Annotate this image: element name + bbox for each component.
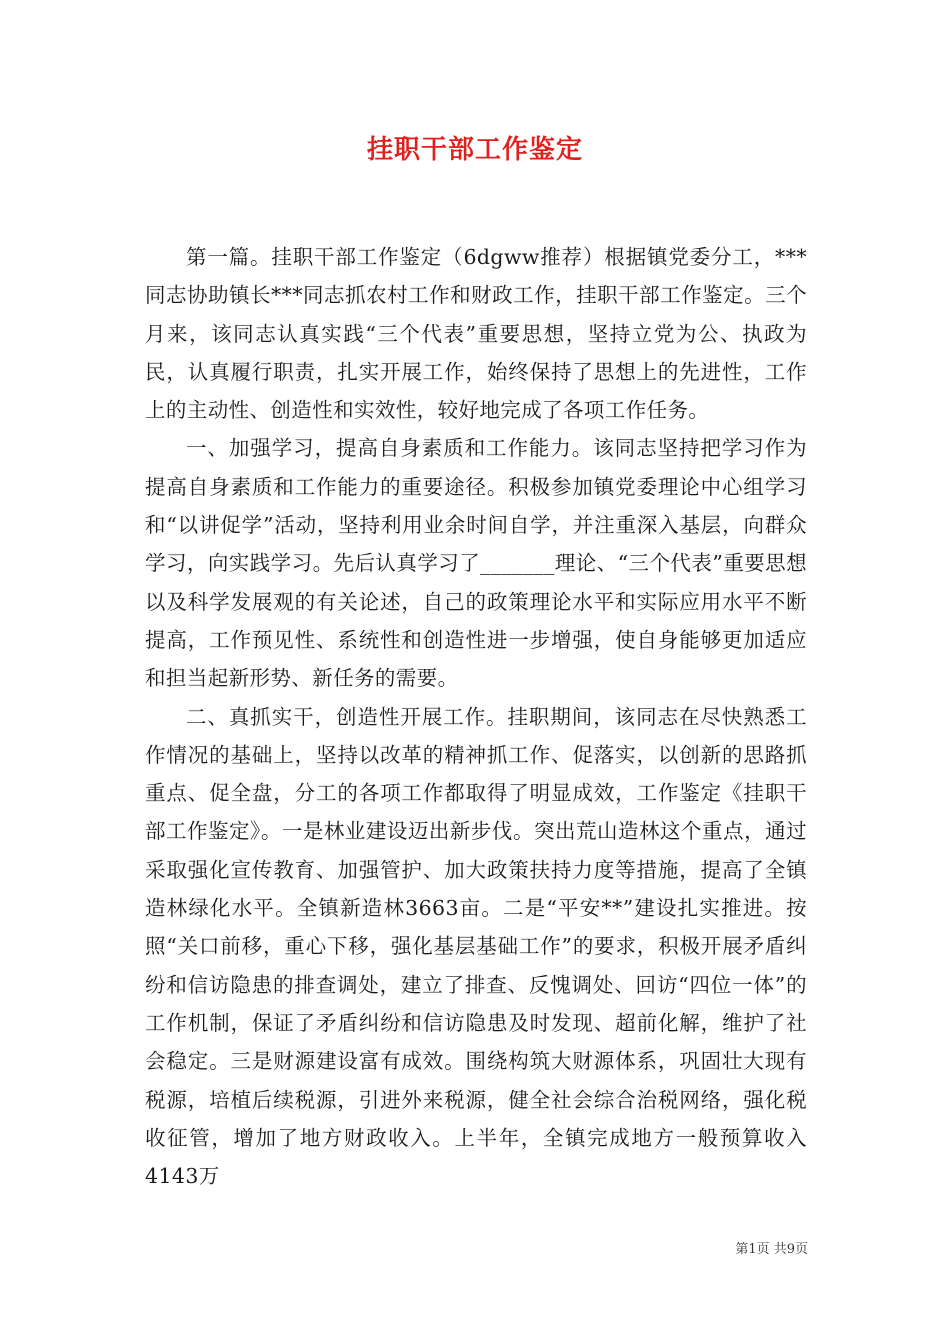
document-title: 挂职干部工作鉴定 xyxy=(366,135,583,165)
paragraph-section-one: 一、加强学习，提高自身素质和工作能力。该同志坚持把学习作为提高自身素质和工作能力的重要途径。积极参加镇党委理论中心组学习和“以讲促学”活动，坚持利用业余时间自学，并注重深入基层，向群众学习，向实践学习。先后认真学习了_______理论、“三个代表”重要思想以及科学发展观的有关论述，自己的政策理论水平和实际应用水平不断提高，工作预见性、系统性和创造性进一步增强，使自身能够更加适应和担当起新形势、新任务的需要。 xyxy=(145,436,807,691)
document-body xyxy=(145,238,807,1195)
page-number: 第1页 共9页 xyxy=(735,1242,808,1257)
paragraph-section-two: 二、真抓实干，创造性开展工作。挂职期间，该同志在尽快熟悉工作情况的基础上，坚持以改革的精神抓工作、促落实，以创新的思路抓重点、促全盘，分工的各项工作都取得了明显成效，工作鉴定《挂职干部工作鉴定》。一是林业建设迈出新步伐。突出荒山造林这个重点，通过采取强化宣传教育、加强管护、加大政策扶持力度等措施，提高了全镇造林绿化水平。全镇新造林3663亩。二是“平安**”建设扎实推进。按照“关口前移，重心下移，强化基层基础工作”的要求，积极开展矛盾纠纷和信访隐患的排查调处，建立了排查、反愧调处、回访“四位一体”的工作机制，保证了矛盾纠纷和信访隐患及时发现、超前化解，维护了社会稳定。三是财源建设富有成效。围绕构筑大财源体系，巩固壮大现有税源，培植后续税源，引进外来税源，健全社会综合治税网络，强化税收征管，增加了地方财政收入。上半年，全镇完成地方一般预算收入4143万 xyxy=(145,704,807,1189)
paragraph-intro: 第一篇。挂职干部工作鉴定（6dgww推荐）根据镇党委分工，***同志协助镇长***同志抓农村工作和财政工作，挂职干部工作鉴定。三个月来，该同志认真实践“三个代表”重要思想，坚持立党为公、执政为民，认真履行职责，扎实开展工作，始终保持了思想上的先进性，工作上的主动性、创造性和实效性，较好地完成了各项工作任务。 xyxy=(145,245,807,423)
